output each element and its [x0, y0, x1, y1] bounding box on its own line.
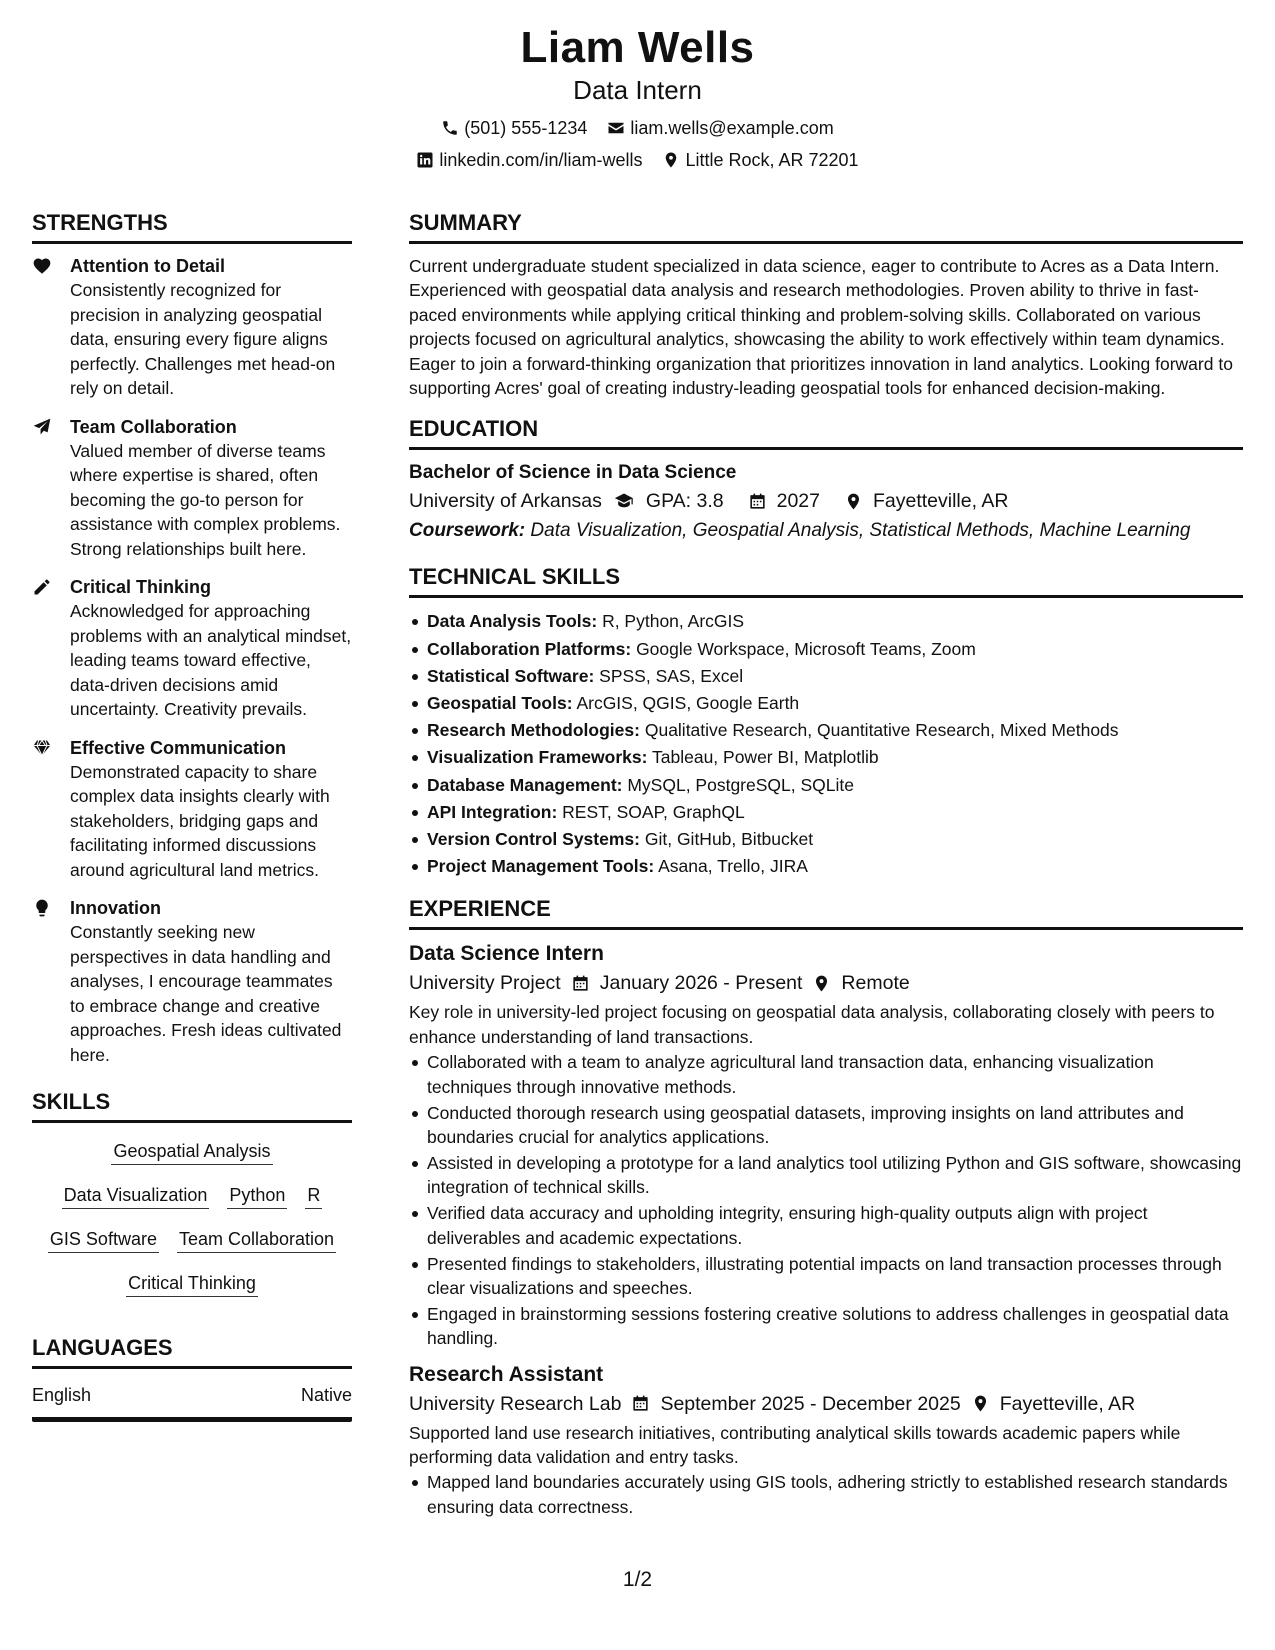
graduation-cap-icon: [612, 491, 636, 511]
strength-desc: Acknowledged for approaching problems with an analytical mindset, leading teams toward effective, data-driven decisions amid uncertainty. Creativity prevails.: [70, 601, 352, 719]
job-entry: [409, 940, 1243, 1350]
envelope-icon: [607, 119, 625, 137]
list-item: Data Analysis Tools: R, Python, ArcGIS: [409, 608, 1243, 635]
summary-text: Current undergraduate student specialized in data science, eager to contribute to Acres as a Data Intern. Experienced with geospatial data analysis and research methodologies. Proven ability to thrive in fast-paced environments while applying critical thinking and problem-solving skills. Collaborated on various projects focused on agricultural analytics, showcasing the ability to work effectively within team dynamics. Eager to join a forward-thinking organization that prioritizes innovation in land analytics. Looking forward to supporting Acres' goal of creating industry-leading geospatial tools for enhanced decision-making.: [409, 256, 1233, 399]
list-item: API Integration: REST, SOAP, GraphQL: [409, 799, 1243, 826]
strength-name: Innovation: [70, 898, 161, 918]
school-name: University of Arkansas: [409, 490, 602, 513]
skills-tags: [32, 1133, 352, 1297]
strength-item: [32, 254, 352, 401]
job-location: Remote: [841, 972, 910, 995]
calendar-icon: [631, 1394, 650, 1413]
pencil-icon: [32, 577, 52, 597]
skill-tag: Python: [227, 1183, 287, 1209]
list-item: Engaged in brainstorming sessions fostering creative solutions to address challenges in geospatial data handling.: [409, 1302, 1243, 1351]
calendar-icon: [748, 492, 767, 511]
skill-tag: Geospatial Analysis: [111, 1139, 272, 1165]
education-heading: EDUCATION: [409, 416, 1243, 450]
technical-skills-list: [409, 608, 1243, 880]
list-item: Collaboration Platforms: Google Workspace, Microsoft Teams, Zoom: [409, 636, 1243, 663]
job-org: University Project: [409, 972, 561, 995]
coursework-label: Coursework:: [409, 520, 526, 542]
skills-heading: SKILLS: [32, 1089, 352, 1123]
contact-row-1: [0, 117, 1275, 139]
list-item: Visualization Frameworks: Tableau, Power BI, Matplotlib: [409, 744, 1243, 771]
skill-row: [32, 1183, 352, 1209]
coursework: [409, 516, 1243, 546]
language-row: [32, 1383, 352, 1422]
gpa: GPA: 3.8: [645, 490, 724, 513]
contact-row-2: [0, 149, 1275, 171]
education-meta: [409, 486, 1243, 516]
languages-heading: LANGUAGES: [32, 1335, 352, 1369]
location-text: Little Rock, AR 72201: [685, 150, 859, 170]
coursework-list: Data Visualization, Geospatial Analysis, Statistical Methods, Machine Learning: [530, 520, 1191, 542]
strength-item: [32, 415, 352, 562]
map-pin-icon: [844, 492, 863, 511]
skill-row: [32, 1139, 352, 1165]
job-title: Research Assistant: [409, 1362, 604, 1386]
list-item: Verified data accuracy and upholding integrity, ensuring high-quality outputs align with project deliverables and academic expectations.: [409, 1201, 1243, 1250]
gem-icon: [32, 738, 52, 758]
resume-header: [0, 22, 1275, 171]
strength-name: Team Collaboration: [70, 416, 237, 437]
right-column: [409, 210, 1243, 1529]
degree: Bachelor of Science in Data Science: [409, 462, 737, 484]
job-dates: September 2025 - December 2025: [660, 1392, 961, 1415]
skill-row: [32, 1227, 352, 1253]
job-meta: [409, 968, 1243, 998]
email-contact[interactable]: [607, 117, 833, 139]
job-bullets: [409, 1470, 1243, 1519]
technical-skills-heading: TECHNICAL SKILLS: [409, 564, 1243, 598]
job-location: Fayetteville, AR: [999, 1392, 1136, 1415]
strength-item: [32, 736, 352, 883]
strengths-heading: STRENGTHS: [32, 210, 352, 244]
skill-tag: Team Collaboration: [177, 1227, 336, 1253]
strength-item: [32, 896, 352, 1067]
job-entry: [409, 1361, 1243, 1520]
list-item: Conducted thorough research using geospatial datasets, improving insights on land attributes and boundaries crucial for analytics applications.: [409, 1101, 1243, 1150]
linkedin-icon: [416, 151, 434, 169]
skill-row: [32, 1271, 352, 1297]
linkedin-contact[interactable]: [416, 149, 642, 171]
skill-tag: GIS Software: [48, 1227, 159, 1253]
strength-name: Critical Thinking: [70, 577, 212, 597]
skill-tag: R: [305, 1183, 322, 1209]
list-item: Collaborated with a team to analyze agricultural land transaction data, enhancing visualization techniques through innovative methods.: [409, 1050, 1243, 1099]
job-description: Supported land use research initiatives, contributing analytical skills towards academic papers while performing data validation and entry tasks.: [409, 1422, 1181, 1468]
list-item: Research Methodologies: Qualitative Research, Quantitative Research, Mixed Methods: [409, 717, 1243, 744]
experience-heading: EXPERIENCE: [409, 896, 1243, 930]
language-name: English: [32, 1385, 92, 1405]
map-pin-icon: [662, 151, 680, 169]
list-item: Statistical Software: SPSS, SAS, Excel: [409, 663, 1243, 690]
strength-item: [32, 575, 352, 722]
skill-tag: Data Visualization: [62, 1183, 210, 1209]
strength-desc: Constantly seeking new perspectives in data handling and analyses, I encourage teammates to embrace change and creative approaches. Fresh ideas cultivated here.: [70, 922, 342, 1065]
list-item: Version Control Systems: Git, GitHub, Bitbucket: [409, 826, 1243, 853]
job-meta: [409, 1389, 1243, 1419]
list-item: Assisted in developing a prototype for a land analytics tool utilizing Python and GIS software, showcasing integration of technical skills.: [409, 1151, 1243, 1200]
job-title: Data Science Intern: [409, 942, 604, 966]
calendar-icon: [571, 974, 590, 993]
strength-name: Effective Communication: [70, 737, 287, 758]
map-pin-icon: [971, 1394, 990, 1413]
skill-tag: Critical Thinking: [126, 1271, 258, 1297]
list-item: Geospatial Tools: ArcGIS, QGIS, Google Earth: [409, 690, 1243, 717]
phone-text: (501) 555-1234: [464, 118, 588, 138]
strength-name: Attention to Detail: [70, 256, 225, 276]
list-item: Database Management: MySQL, PostgreSQL, SQLite: [409, 772, 1243, 799]
email-text: liam.wells@example.com: [630, 118, 834, 138]
location-contact: [662, 149, 858, 171]
job-description: Key role in university-led project focusing on geospatial data analysis, collaborating closely with peers to enhance understanding of land transactions.: [409, 1002, 1215, 1047]
heart-icon: [32, 256, 52, 276]
strength-desc: Consistently recognized for precision in analyzing geospatial data, ensuring every figure aligns perfectly. Challenges met head-on rely on detail.: [70, 280, 336, 398]
candidate-name: Liam Wells: [520, 23, 755, 72]
language-level: Native: [300, 1385, 352, 1405]
left-column: [32, 210, 352, 1422]
map-pin-icon: [812, 974, 831, 993]
page-number: 1/2: [622, 1568, 653, 1591]
candidate-title: Data Intern: [573, 75, 702, 105]
phone-contact[interactable]: [441, 117, 587, 139]
school-location: Fayetteville, AR: [872, 490, 1009, 513]
list-item: Mapped land boundaries accurately using GIS tools, adhering strictly to established research standards ensuring data correctness.: [409, 1470, 1243, 1519]
graduation-year: 2027: [776, 490, 820, 513]
list-item: Project Management Tools: Asana, Trello, JIRA: [409, 853, 1243, 880]
paper-plane-icon: [32, 417, 52, 437]
phone-icon: [441, 119, 459, 137]
strength-desc: Demonstrated capacity to share complex data insights clearly with stakeholders, bridging gaps and facilitating informed discussions around agricultural land metrics.: [70, 761, 330, 880]
job-dates: January 2026 - Present: [599, 972, 803, 995]
strength-desc: Valued member of diverse teams where expertise is shared, often becoming the go-to person for assistance with complex problems. Strong relationships built here.: [70, 440, 341, 559]
linkedin-text: linkedin.com/in/liam-wells: [439, 150, 643, 170]
job-bullets: [409, 1050, 1243, 1350]
lightbulb-icon: [32, 898, 52, 918]
list-item: Presented findings to stakeholders, illustrating potential impacts on land transaction processes through clear visualizations and speeches.: [409, 1252, 1243, 1301]
summary-heading: SUMMARY: [409, 210, 1243, 244]
job-org: University Research Lab: [409, 1392, 622, 1415]
